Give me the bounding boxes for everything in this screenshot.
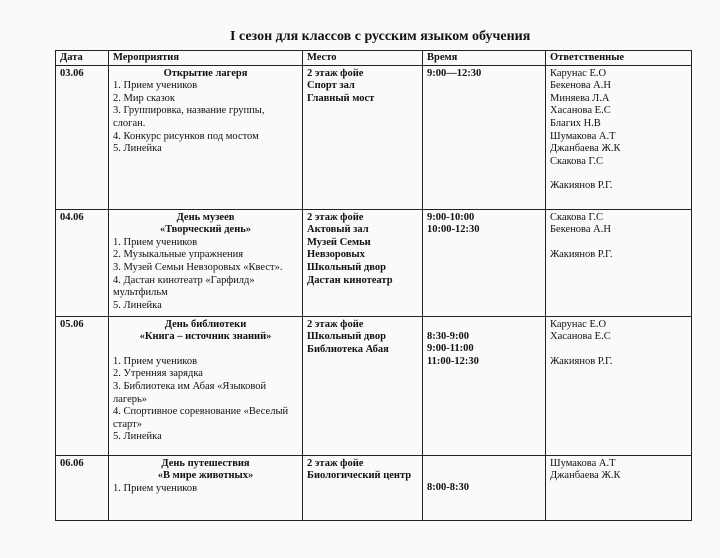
schedule-table xyxy=(55,50,692,521)
responsible-person xyxy=(550,237,687,249)
header-responsible: Ответственные xyxy=(546,51,692,66)
event-title: День библиотеки xyxy=(164,318,247,330)
responsible-cell xyxy=(546,65,692,209)
responsible-person: Джанбаева Ж.К xyxy=(550,143,621,155)
place-cell xyxy=(303,209,423,316)
time-item: 9:00-11:00 xyxy=(427,343,474,355)
responsible-person: Шумакова А.Т xyxy=(550,130,616,142)
event-item: 1. Прием учеников xyxy=(113,236,198,248)
responsible-person: Хасанова Е.С xyxy=(550,331,611,343)
place-item: Биологический центр xyxy=(307,470,412,482)
event-item: 1. Прием учеников xyxy=(113,482,198,494)
responsible-cell xyxy=(546,316,692,455)
place-item: Школьный двор xyxy=(307,331,386,343)
responsible-person: Благих Н.В xyxy=(550,117,601,129)
responsible-person: Скакова Г.С xyxy=(550,211,604,223)
document-title: I сезон для классов с русским языком обучения xyxy=(230,29,531,44)
place-item: 2 этаж фойе xyxy=(307,318,364,330)
events-cell xyxy=(109,455,303,520)
time-item: 10:00-12:30 xyxy=(427,224,480,236)
place-item: 2 этаж фойе xyxy=(307,67,364,79)
responsible-person: Жакиянов Р.Г. xyxy=(550,248,613,260)
event-item: 4. Спортивное соревнование «Веселый старт» xyxy=(113,406,289,430)
responsible-person: Бекенова А.Н xyxy=(550,80,611,92)
place-cell xyxy=(303,65,423,209)
event-title: «В мире животных» xyxy=(157,470,254,482)
date-cell xyxy=(56,65,109,209)
place-item: Музей Семьи xyxy=(307,236,371,248)
event-item: 3. Группировка, название группы, слоган. xyxy=(113,105,265,129)
table-row xyxy=(56,209,692,316)
time-cell xyxy=(423,65,546,209)
responsible-person xyxy=(550,168,687,180)
responsible-person: Шумакова А.Т xyxy=(550,457,616,469)
responsible-person: Хасанова Е.С xyxy=(550,105,611,117)
time-item: 8:00-8:30 xyxy=(427,481,469,493)
place-cell xyxy=(303,316,423,455)
event-item: 5. Линейка xyxy=(113,431,162,443)
event-item: 1. Прием учеников xyxy=(113,80,198,92)
responsible-cell xyxy=(546,455,692,520)
place-item: Школьный двор xyxy=(307,261,386,273)
responsible-person xyxy=(550,344,687,356)
event-item: 3. Музей Семьи Невзоровых «Квест». xyxy=(113,261,283,273)
events-cell xyxy=(109,209,303,316)
header-place: Место xyxy=(303,51,423,66)
event-item: 1. Прием учеников xyxy=(113,355,198,367)
time-item: 11:00-12:30 xyxy=(427,355,479,367)
time-item xyxy=(427,319,541,331)
place-item: 2 этаж фойе xyxy=(307,211,364,223)
date-value: 04.06 xyxy=(60,211,84,223)
event-item: 5. Линейка xyxy=(113,299,162,311)
events-cell xyxy=(109,65,303,209)
responsible-person: Джанбаева Ж.К xyxy=(550,470,621,482)
event-item xyxy=(113,344,298,356)
header-events: Мероприятия xyxy=(109,51,303,66)
event-item: 3. Библиотека им Абая «Языковой лагерь» xyxy=(113,380,267,405)
table-row xyxy=(56,65,692,209)
responsible-person: Жакиянов Р.Г. xyxy=(550,180,613,192)
event-title: «Творческий день» xyxy=(159,224,252,236)
place-item: Библиотека Абая xyxy=(307,343,389,355)
place-item: Актовый зал xyxy=(307,224,369,236)
place-item: 2 этаж фойе xyxy=(307,457,364,469)
responsible-person: Карунас Е.О xyxy=(550,67,607,79)
responsible-person: Бекенова А.Н xyxy=(550,224,611,236)
place-item: Спорт зал xyxy=(307,80,355,92)
event-item: 2. Утренняя зарядка xyxy=(113,368,203,380)
header-row xyxy=(56,51,692,66)
time-item: 9:00-10:00 xyxy=(427,211,475,223)
responsible-person: Миняева Л.А xyxy=(550,92,610,104)
event-title: День путешествия xyxy=(161,457,250,469)
time-item xyxy=(427,458,541,470)
events-cell xyxy=(109,316,303,455)
event-title: День музеев xyxy=(176,211,235,223)
date-value: 03.06 xyxy=(60,67,84,79)
time-cell xyxy=(423,209,546,316)
date-value: 05.06 xyxy=(60,318,84,330)
date-value: 06.06 xyxy=(60,457,84,469)
table-row xyxy=(56,455,692,520)
date-cell xyxy=(56,316,109,455)
place-item: Дастан кинотеатр xyxy=(307,274,393,286)
responsible-person: Скакова Г.С xyxy=(550,155,604,167)
time-item: 9:00—12:30 xyxy=(427,67,482,79)
time-item: 8:30-9:00 xyxy=(427,330,469,342)
place-item: Невзоровых xyxy=(307,249,365,261)
date-cell xyxy=(56,209,109,316)
responsible-person: Жакиянов Р.Г. xyxy=(550,355,613,367)
place-item: Главный мост xyxy=(307,92,375,104)
time-cell xyxy=(423,455,546,520)
event-item: 2. Музыкальные упражнения xyxy=(113,249,244,261)
responsible-person: Карунас Е.О xyxy=(550,318,607,330)
responsible-cell xyxy=(546,209,692,316)
event-title: Открытие лагеря xyxy=(163,67,248,79)
place-cell xyxy=(303,455,423,520)
event-item: 2. Мир сказок xyxy=(113,92,176,104)
event-item: 5. Линейка xyxy=(113,143,162,155)
table-row xyxy=(56,316,692,455)
header-date: Дата xyxy=(56,51,109,66)
date-cell xyxy=(56,455,109,520)
event-item: 4. Дастан кинотеатр «Гарфилд» мультфильм xyxy=(113,274,255,299)
event-title: «Книга – источник знаний» xyxy=(139,331,272,343)
time-item xyxy=(427,470,541,482)
header-time: Время xyxy=(423,51,546,66)
event-item: 4. Конкурс рисунков под мостом xyxy=(113,130,259,142)
time-cell xyxy=(423,316,546,455)
